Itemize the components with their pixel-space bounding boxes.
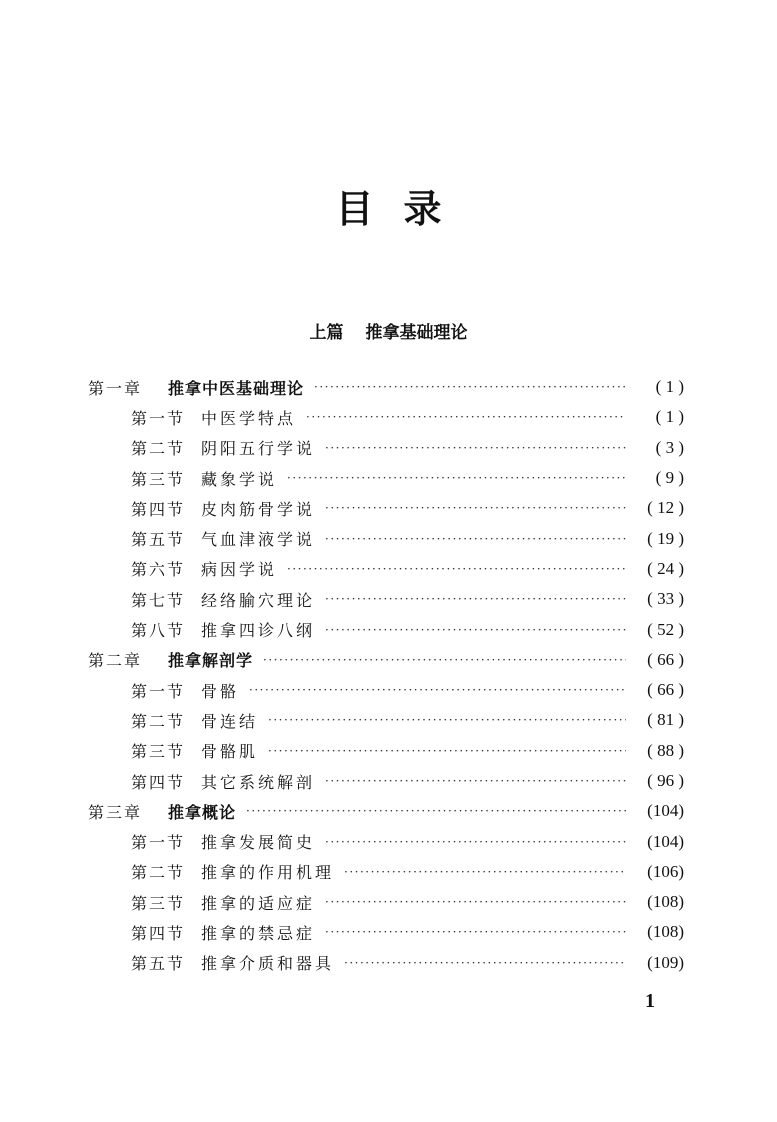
leader-dots [344,956,626,970]
entry-number: 第八节 [131,621,186,641]
entry-title: 推拿解剖学 [168,651,254,671]
toc-section-entry[interactable] [88,584,684,614]
leader-dots [263,653,626,667]
entry-page: ( 1 ) [655,407,684,427]
leader-dots [325,501,626,515]
entry-title: 骨骼肌 [201,742,259,762]
toc-chapter-entry[interactable] [88,645,684,675]
entry-title: 推拿的适应症 [201,893,316,913]
toc-section-entry[interactable] [88,402,684,432]
leader-dots [344,865,626,879]
entry-title: 推拿概论 [168,802,237,822]
entry-title: 其它系统解剖 [201,772,316,792]
entry-title: 推拿四诊八纲 [201,621,316,641]
part-name: 推拿基础理论 [365,323,468,343]
toc-section-entry[interactable] [88,887,684,917]
entry-title: 藏象学说 [201,469,278,489]
entry-number: 第一章 [88,378,143,398]
entry-title: 推拿的禁忌症 [201,923,316,943]
entry-number: 第三章 [88,802,143,822]
entry-page: ( 12 ) [647,498,684,518]
entry-title: 病因学说 [201,560,278,580]
leader-dots [268,744,626,758]
page-title: 目录 [335,187,472,231]
toc-chapter-entry[interactable] [88,372,684,402]
entry-page: ( 96 ) [647,771,684,790]
toc-section-entry[interactable] [88,433,684,463]
leader-dots [325,835,626,849]
entry-number: 第四节 [131,923,186,943]
entry-page: ( 66 ) [647,680,684,700]
entry-number: 第五节 [131,954,186,974]
entry-number: 第四节 [131,499,186,519]
leader-dots [314,380,626,394]
entry-title: 骨连结 [201,711,259,731]
toc-section-entry[interactable] [88,766,684,796]
entry-page: (108) [647,922,684,942]
entry-title: 推拿的作用机理 [201,863,335,883]
entry-page: ( 1 ) [655,377,684,397]
entry-page: (109) [647,952,684,972]
toc-section-entry[interactable] [88,493,684,523]
entry-page: ( 88 ) [647,740,684,760]
entry-page: ( 52 ) [647,619,684,639]
entry-page: (104) [647,801,684,821]
toc-section-entry[interactable] [88,554,684,584]
leader-dots [287,562,626,576]
toc-chapter-entry[interactable] [88,796,684,826]
entry-title: 气血津液学说 [201,530,316,550]
entry-page: ( 9 ) [655,468,684,488]
leader-dots [325,592,626,606]
entry-title: 推拿介质和器具 [201,954,335,974]
entry-title: 骨骼 [201,681,240,701]
entry-title: 皮肉筋骨学说 [201,499,316,519]
page-number: 1 [645,990,655,1012]
entry-number: 第二节 [131,439,186,459]
entry-title: 推拿中医基础理论 [168,378,305,398]
toc-section-entry[interactable] [88,826,684,856]
toc-section-entry[interactable] [88,614,684,644]
entry-number: 第四节 [131,772,186,792]
entry-number: 第一节 [131,833,186,853]
leader-dots [325,774,626,788]
leader-dots [325,925,626,939]
entry-number: 第五节 [131,530,186,550]
entry-page: (108) [647,892,684,912]
entry-title: 推拿发展简史 [201,833,316,853]
entry-number: 第二章 [88,651,143,671]
entry-number: 第一节 [131,408,186,428]
leader-dots [246,804,626,818]
entry-page: ( 19 ) [647,528,684,548]
toc-section-entry[interactable] [88,705,684,735]
entry-number: 第一节 [131,681,186,701]
leader-dots [249,683,626,697]
entry-number: 第三节 [131,469,186,489]
toc-section-entry[interactable] [88,948,684,978]
entry-title: 中医学特点 [201,408,297,428]
entry-number: 第六节 [131,560,186,580]
table-of-contents [88,372,684,978]
entry-page: ( 66 ) [647,649,684,669]
leader-dots [325,895,626,909]
entry-number: 第二节 [131,711,186,731]
part-label: 上篇 [309,323,344,343]
entry-number: 第七节 [131,590,186,610]
entry-number: 第三节 [131,893,186,913]
part-heading [0,318,777,343]
entry-page: ( 81 ) [647,710,684,730]
toc-section-entry[interactable] [88,736,684,766]
entry-page: ( 3 ) [655,437,684,457]
entry-page: ( 33 ) [647,589,684,609]
leader-dots [268,713,626,727]
entry-number: 第二节 [131,863,186,883]
leader-dots [325,623,626,637]
toc-section-entry[interactable] [88,917,684,947]
entry-page: (106) [647,861,684,881]
toc-section-entry[interactable] [88,675,684,705]
leader-dots [325,441,626,455]
leader-dots [325,532,626,546]
entry-title: 经络腧穴理论 [201,590,316,610]
entry-number: 第三节 [131,742,186,762]
toc-section-entry[interactable] [88,523,684,553]
entry-page: ( 24 ) [647,558,684,578]
toc-section-entry[interactable] [88,857,684,887]
leader-dots [287,471,626,485]
toc-section-entry[interactable] [88,463,684,493]
leader-dots [306,410,626,424]
entry-page: (104) [647,831,684,851]
entry-title: 阴阳五行学说 [201,439,316,459]
